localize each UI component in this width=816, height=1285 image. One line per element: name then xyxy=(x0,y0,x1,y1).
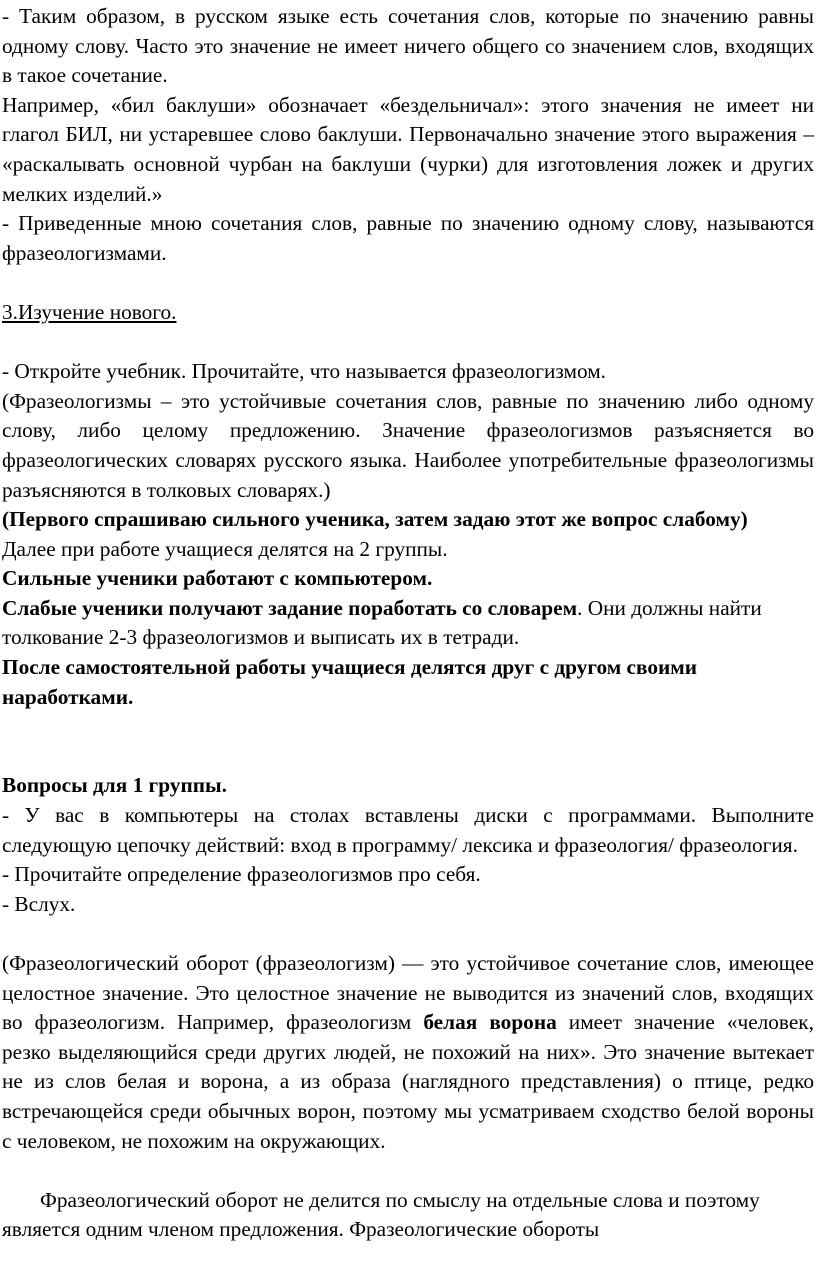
questions-heading xyxy=(2,771,814,801)
blank-line xyxy=(2,919,814,949)
paragraph-groups: Далее при работе учащиеся делятся на 2 группы. xyxy=(2,536,448,561)
paragraph-weak-students xyxy=(2,594,814,653)
paragraph-phraseologism-definition xyxy=(2,949,814,1156)
teacher-note-text: (Первого спрашиваю сильного ученика, затем задаю этот же вопрос слабому) xyxy=(2,507,748,532)
blank-line xyxy=(2,328,814,358)
question-3: - Вслух. xyxy=(2,891,76,916)
section-heading-text: 3.Изучение нового. xyxy=(2,299,177,324)
paragraph-after-work xyxy=(2,653,814,712)
paragraph-conclusion: - Приведенные мною сочетания слов, равные по значению одному слову, называются фразеологизмами. xyxy=(2,211,814,265)
paragraph-teacher-note xyxy=(2,505,814,535)
weak-students-bold: Слабые ученики получают задание поработать со словарем xyxy=(2,595,578,620)
question-2: - Прочитайте определение фразеологизмов про себя. xyxy=(2,862,481,887)
blank-lines xyxy=(2,712,814,771)
strong-students-text: Сильные ученики работают с компьютером. xyxy=(2,566,433,591)
definition-part-1: (Фразеологический оборот (фразеологизм) — это устойчивое сочетание слов, имеющее целостное значение. Это целостное значение не выводится из значений слов, входящих во фразеологизм. Например, фразеологизм xyxy=(2,951,814,1035)
paragraph-open-textbook: - Откройте учебник. Прочитайте, что называется фразеологизмом. xyxy=(2,359,606,384)
section-heading xyxy=(2,298,814,328)
questions-heading-text: Вопросы для 1 группы. xyxy=(2,773,227,798)
paragraph-last: Фразеологический оборот не делится по смыслу на отдельные слова и поэтому является одним членом предложения. Фразеологические обороты xyxy=(2,1187,760,1242)
weak-students-rest: . Они должны найти толкование 2-3 фразеологизмов и выписать их в тетради. xyxy=(2,595,762,650)
definition-example-bold: белая ворона xyxy=(423,1010,557,1035)
blank-line xyxy=(2,268,814,298)
question-1: - У вас в компьютеры на столах вставлены диски с программами. Выполните следующую цепочку действий: вход в программу/ лексика и фразеология/ фразеология. xyxy=(2,803,814,857)
definition-part-2: имеет значение «человек, резко выделяющийся среди других людей, не похожий на них». Это значение вытекает не из слов белая и ворона, а из образа (наглядного представления) о птице, редко встречающейся среди обычных ворон, поэтому мы усматриваем сходство белой вороны с человеком, не похожим на окружающих. xyxy=(2,1010,814,1153)
paragraph-definition: (Фразеологизмы – это устойчивые сочетания слов, равные по значению либо одному слову, либо целому предложению. Значение фразеологизмов разъясняется во фразеологических словарях русского языка. Наиболее употребительные фразеологизмы разъясняются в толковых словарях.) xyxy=(2,388,814,502)
after-work-text: После самостоятельной работы учащиеся делятся друг с другом своими наработками. xyxy=(2,655,698,709)
paragraph-intro: - Таким образом, в русском языке есть сочетания слов, которые по значению равны одному слову. Часто это значение не имеет ничего общего со значением слов, входящих в такое сочетание. xyxy=(2,4,814,88)
paragraph-example: Например, «бил баклуши» обозначает «бездельничал»: этого значения не имеет ни глагол БИЛ, ни устаревшее слово баклуши. Первоначально значение этого выражения – «раскалывать основной чурбан на баклуши (чурки) для изготовления ложек и других мелких изделий.» xyxy=(2,92,814,206)
paragraph-strong-students xyxy=(2,564,814,594)
blank-line xyxy=(2,1156,814,1186)
